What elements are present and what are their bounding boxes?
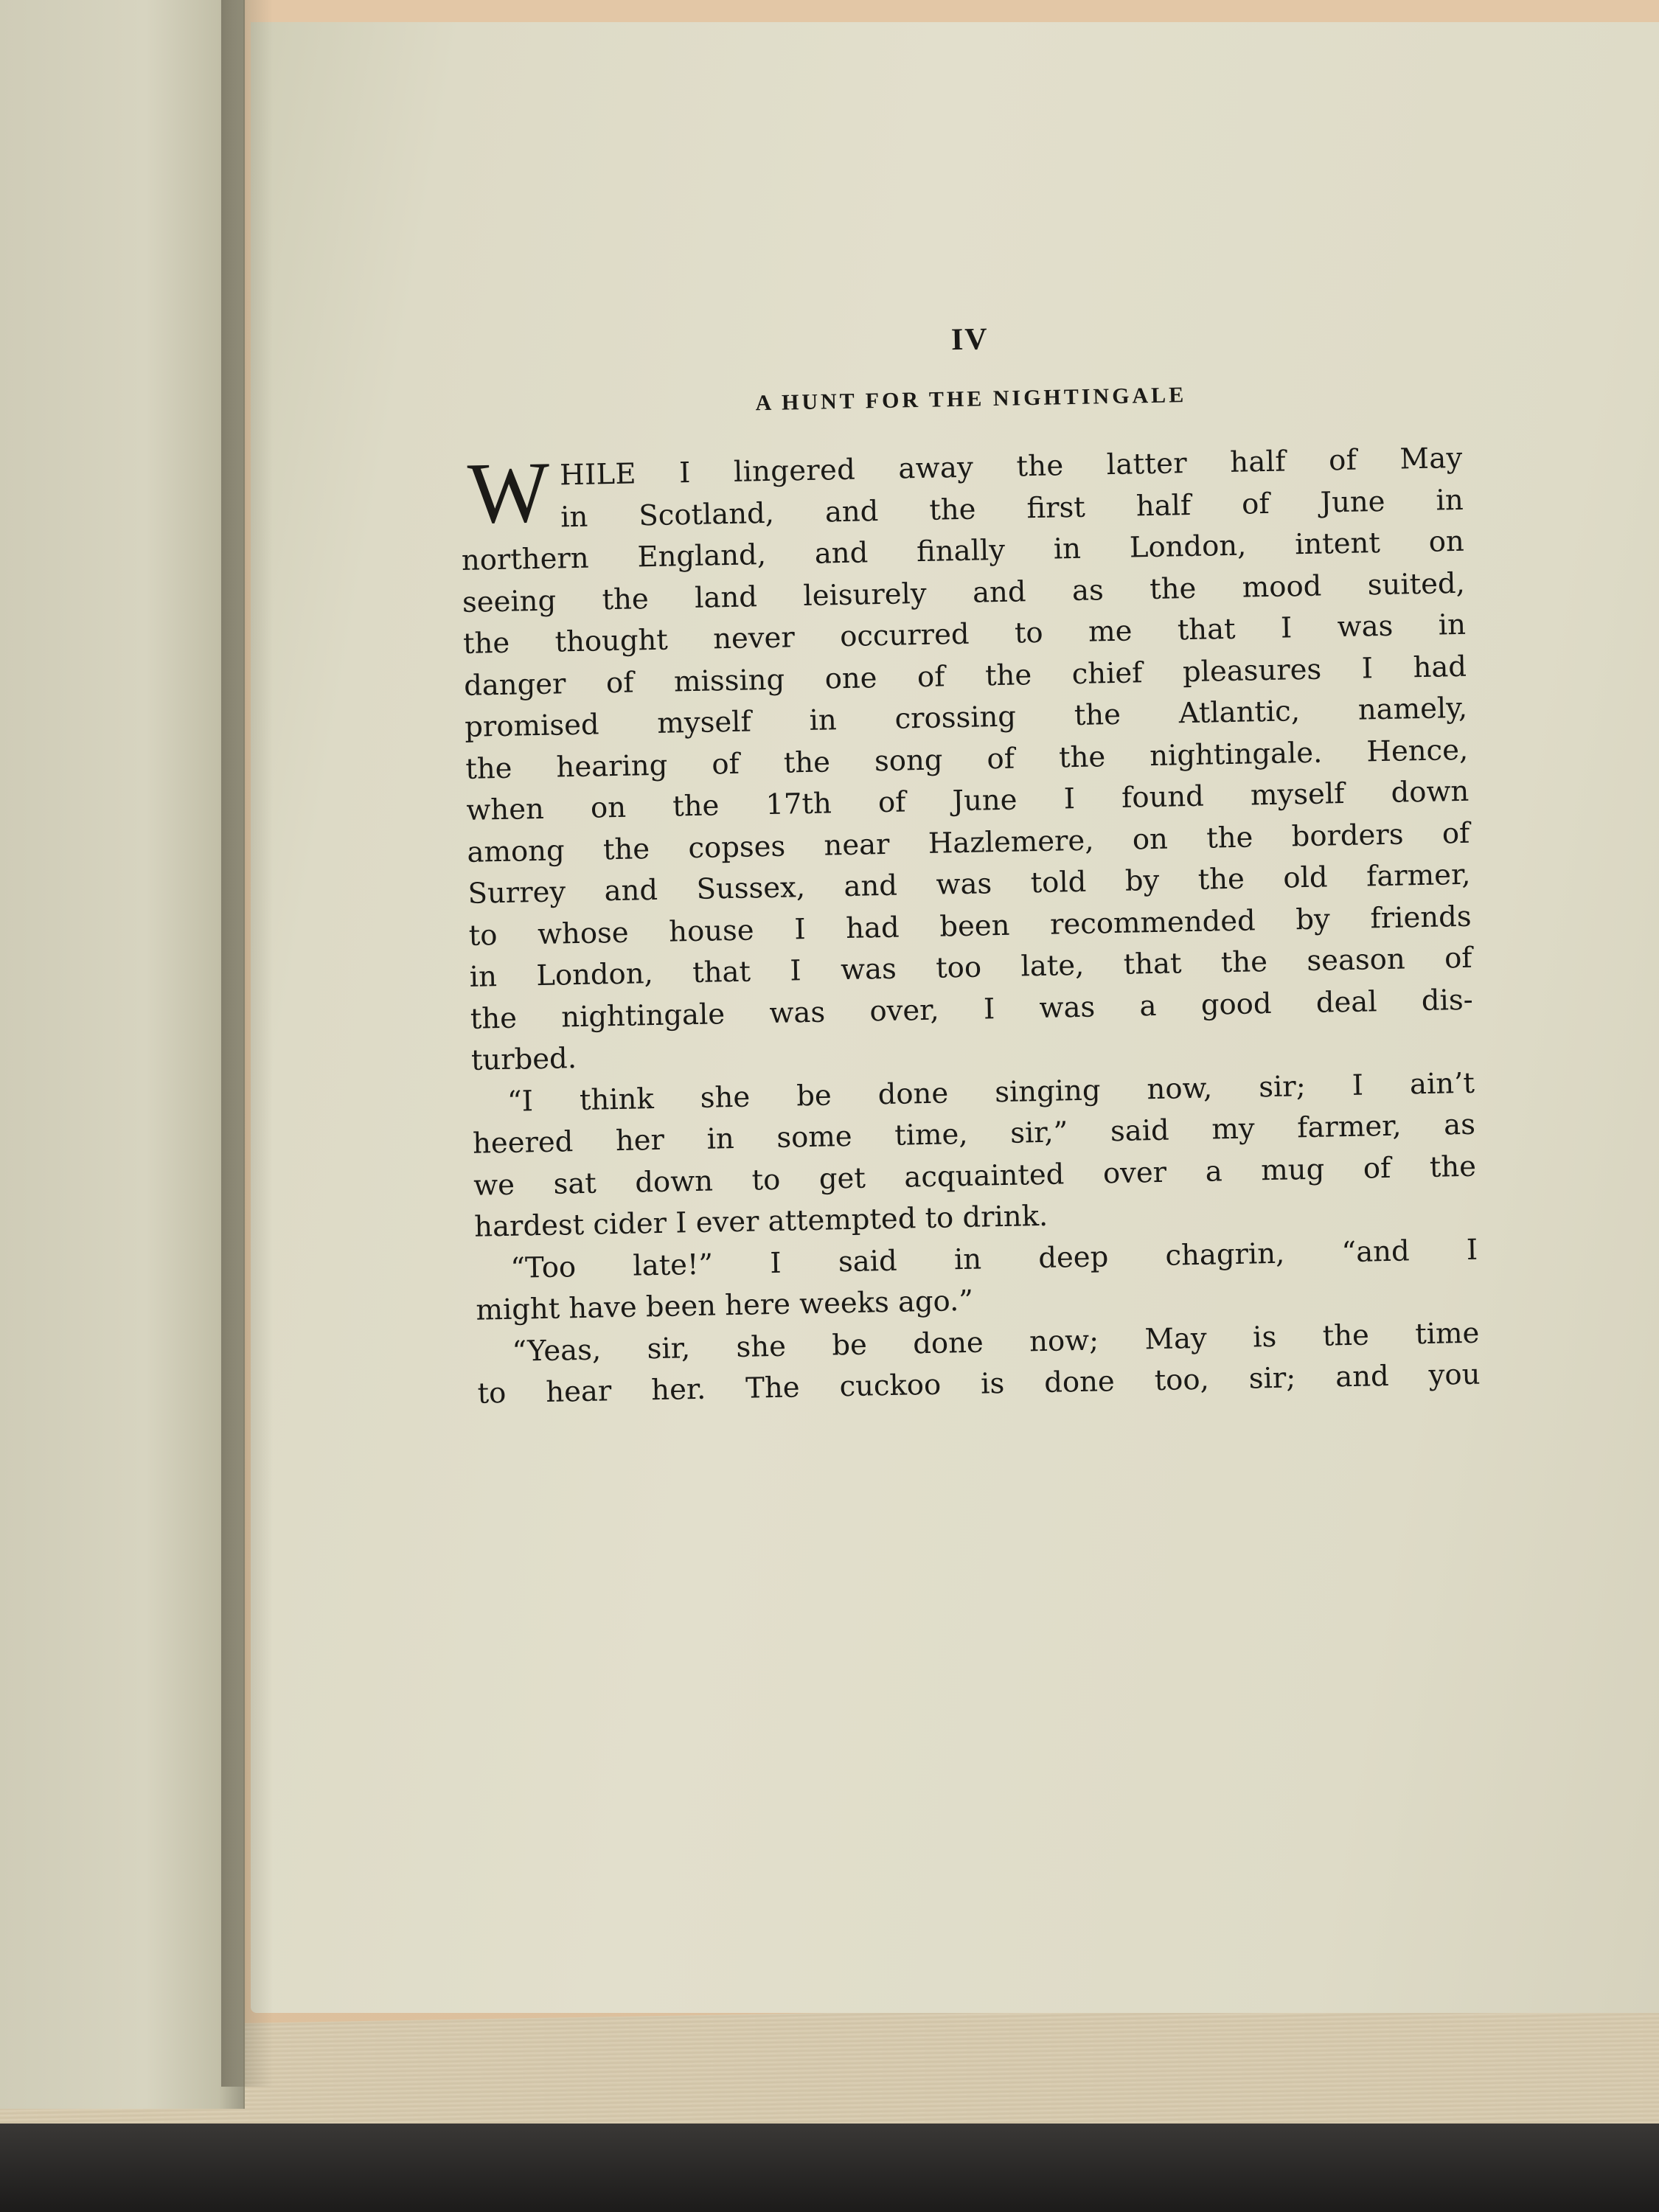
text-line: turbed.: [470, 1042, 577, 1077]
chapter-title: A HUNT FOR THE NIGHTINGALE: [755, 383, 1187, 416]
text-line: northern England, and finally in London, intent on: [461, 524, 1465, 577]
text-line: to whose house I had been recommended by friends: [468, 900, 1472, 953]
drop-cap: W: [466, 443, 551, 542]
left-page: [0, 0, 245, 2109]
book-gutter: [221, 0, 273, 2087]
text-line: “I think she be done singing now, sir; I ain’t: [507, 1066, 1475, 1119]
text-line: the hearing of the song of the nightingale. Hence,: [465, 733, 1469, 786]
book-cover: [0, 2124, 1659, 2212]
chapter-number: IV: [950, 322, 990, 358]
text-line: HILE I lingered away the latter half of May: [559, 441, 1463, 493]
text-line: we sat down to get acquainted over a mug of the: [473, 1150, 1477, 1203]
text-line: the nightingale was over, I was a good deal dis-: [470, 983, 1474, 1036]
paragraph-1: [459, 438, 1474, 1082]
text-line: in London, that I was too late, that the season of: [469, 941, 1472, 994]
text-line: danger of missing one of the chief pleasures I had: [463, 650, 1467, 703]
text-line: the thought never occurred to me that I was in: [462, 608, 1467, 661]
text-line: heered her in some time, sir,” said my farmer, as: [472, 1107, 1476, 1161]
body-text: [459, 438, 1481, 1415]
text-line: might have been here weeks ago.”: [476, 1284, 974, 1327]
paragraph-2: [472, 1062, 1478, 1248]
text-line: Surrey and Sussex, and was told by the old farmer,: [467, 858, 1471, 911]
text-line: in Scotland, and the first half of June in: [560, 483, 1464, 534]
text-line: among the copses near Hazlemere, on the borders of: [467, 816, 1470, 869]
text-line: hardest cider I ever attempted to drink.: [473, 1199, 1048, 1244]
text-line: promised myself in crossing the Atlantic, namely,: [464, 691, 1468, 744]
page-text-block: [457, 313, 1481, 1415]
text-line: “Yeas, sir, she be done now; May is the time: [512, 1316, 1480, 1368]
text-line: “Too late!” I said in deep chagrin, “and I: [509, 1233, 1478, 1285]
text-line: to hear her. The cuckoo is done too, sir; and you: [477, 1357, 1481, 1411]
text-line: when on the 17th of June I found myself down: [466, 774, 1470, 827]
text-line: seeing the land leisurely and as the mood suited,: [462, 566, 1466, 619]
